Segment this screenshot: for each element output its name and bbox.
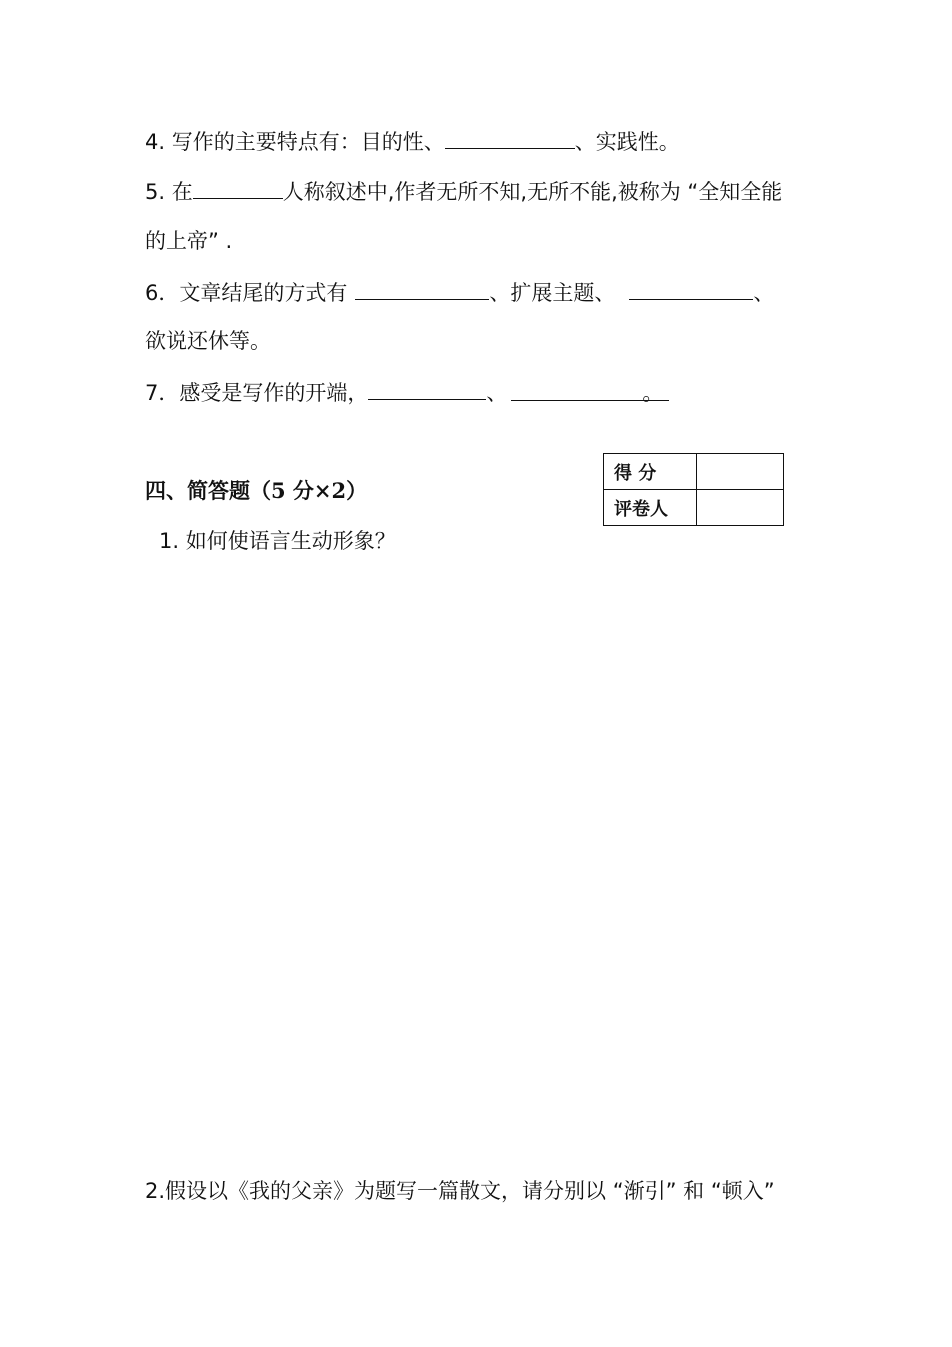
question-6-continued: 欲说还休等。 — [145, 329, 271, 353]
answer-blank[interactable] — [193, 176, 283, 199]
grader-label: 评卷人 — [604, 490, 697, 526]
score-table — [603, 453, 784, 526]
answer-blank[interactable]: 。 — [511, 378, 669, 401]
short-answer-1: 1. 如何使语言生动形象？ — [159, 529, 396, 553]
section-heading: 四、简答题（5 分×2） — [145, 478, 368, 503]
answer-blank[interactable] — [445, 126, 575, 149]
answer-blank[interactable] — [355, 277, 489, 300]
question-5: 5. 在 人称叙述中,作者无所不知,无所不能,被称为 “全知全能 — [145, 176, 782, 207]
score-label: 得 分 — [604, 454, 697, 490]
grader-cell[interactable] — [697, 490, 784, 526]
short-answer-2: 2.假设以《我的父亲》为题写一篇散文，请分别以 “渐引” 和 “顿入” — [145, 1179, 775, 1203]
question-7: 7．感受是写作的开端， 、 。 — [145, 377, 669, 408]
question-5-continued: 的上帝” . — [145, 229, 233, 253]
answer-blank[interactable] — [368, 377, 486, 400]
question-6: 6．文章结尾的方式有 、扩展主题、 、 — [145, 277, 774, 308]
question-4: 4. 写作的主要特点有：目的性、 、实践性。 — [145, 126, 680, 157]
score-cell[interactable] — [697, 454, 784, 490]
answer-blank[interactable] — [629, 277, 753, 300]
